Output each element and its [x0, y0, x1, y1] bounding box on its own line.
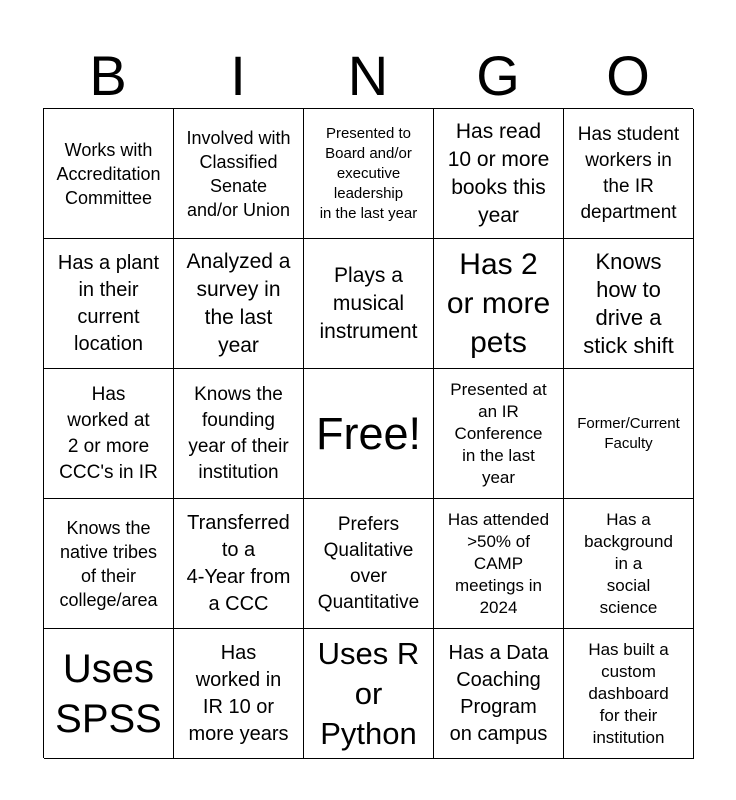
bingo-cell[interactable]: [434, 369, 564, 499]
bingo-cell-text: Has a Data Coaching Program on campus: [448, 641, 549, 745]
bingo-cell[interactable]: [434, 499, 564, 629]
bingo-cell[interactable]: [44, 629, 174, 759]
bingo-cell-text: Has attended >50% of CAMP meetings in 2024: [447, 509, 550, 617]
bingo-cell[interactable]: [44, 239, 174, 369]
bingo-cell[interactable]: [304, 109, 434, 239]
bingo-cell-text: Has built a custom dashboard for their institution: [588, 639, 669, 747]
bingo-cell-text: Presented to Board and/or executive leadership in the last year: [319, 124, 418, 222]
bingo-cell-text: Has read 10 or more books this year: [447, 119, 550, 227]
bingo-cell-text: Has student workers in the IR department: [577, 123, 680, 223]
bingo-cell[interactable]: [174, 239, 304, 369]
bingo-cell[interactable]: [44, 109, 174, 239]
bingo-cell-text: Involved with Classified Senate and/or Union: [186, 127, 291, 220]
bingo-cell-text: Works with Accreditation Committee: [56, 139, 161, 208]
bingo-header: [43, 44, 693, 108]
bingo-cell-text: Has worked at 2 or more CCC's in IR: [59, 383, 158, 483]
bingo-cell[interactable]: [174, 499, 304, 629]
free-space-text: Free!: [315, 407, 422, 459]
bingo-cell[interactable]: [564, 369, 694, 499]
bingo-cell[interactable]: [564, 239, 694, 369]
bingo-cell[interactable]: [564, 109, 694, 239]
bingo-cell[interactable]: [304, 499, 434, 629]
bingo-cell[interactable]: [564, 499, 694, 629]
bingo-cell-text: Has a plant in their current location: [57, 251, 160, 355]
header-letter-g: G: [476, 44, 520, 107]
bingo-cell-text: Plays a musical instrument: [319, 263, 418, 343]
bingo-cell-text: Presented at an IR Conference in the last year: [450, 379, 547, 487]
bingo-cell-text: Uses SPSS: [55, 646, 162, 741]
bingo-cell-text: Prefers Qualitative over Quantitative: [317, 513, 420, 613]
bingo-cell-text: Knows how to drive a stick shift: [583, 248, 674, 358]
header-letter-n: N: [347, 44, 389, 107]
bingo-cell[interactable]: [304, 239, 434, 369]
bingo-cell[interactable]: [174, 369, 304, 499]
bingo-cell[interactable]: [434, 239, 564, 369]
bingo-card-grid: [43, 108, 693, 758]
bingo-cell-text: Has 2 or more pets: [446, 248, 551, 359]
bingo-cell[interactable]: [44, 369, 174, 499]
bingo-cell[interactable]: [174, 629, 304, 759]
bingo-cell-text: Transferred to a 4-Year from a CCC: [186, 511, 291, 615]
bingo-cell-text: Knows the founding year of their institution: [188, 383, 289, 483]
bingo-cell[interactable]: [174, 109, 304, 239]
bingo-cell-text: Has worked in IR 10 or more years: [188, 641, 289, 745]
bingo-cell-text: Uses R or Python: [317, 635, 420, 751]
bingo-cell[interactable]: [304, 629, 434, 759]
free-space-cell[interactable]: [304, 369, 434, 499]
bingo-cell-text: Former/Current Faculty: [577, 414, 680, 452]
header-letter-i: I: [230, 44, 246, 107]
bingo-cell[interactable]: [434, 109, 564, 239]
header-letter-o: O: [606, 44, 650, 107]
bingo-cell-text: Analyzed a survey in the last year: [186, 249, 291, 357]
bingo-cell[interactable]: [564, 629, 694, 759]
bingo-cell-text: Knows the native tribes of their college/area: [59, 517, 158, 610]
header-letter-b: B: [89, 44, 127, 107]
bingo-cell-text: Has a background in a social science: [584, 509, 673, 617]
bingo-cell[interactable]: [434, 629, 564, 759]
bingo-cell[interactable]: [44, 499, 174, 629]
